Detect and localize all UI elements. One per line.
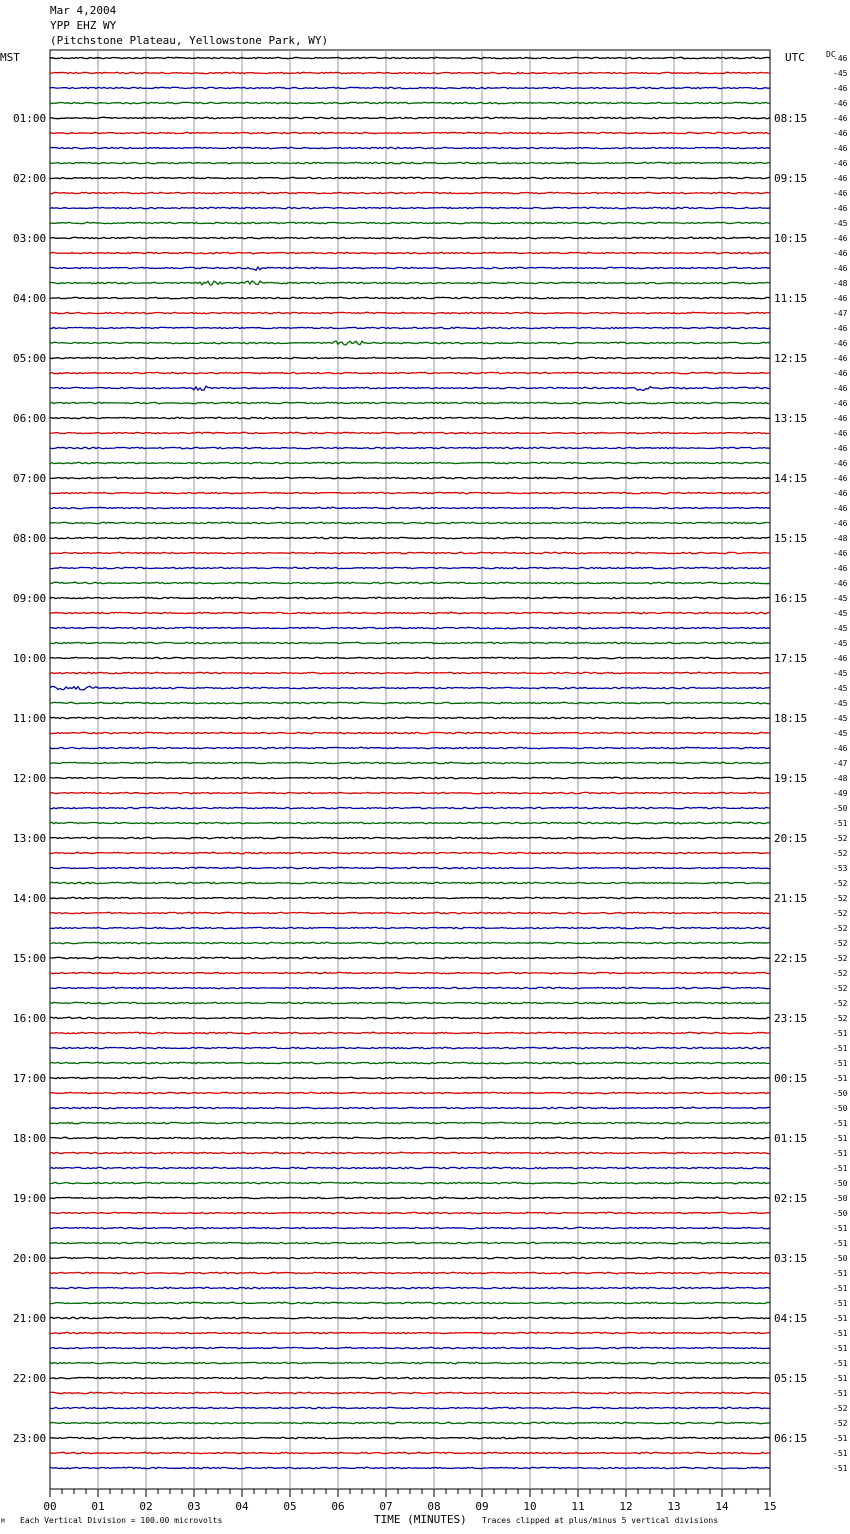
dc-offset-label: -52 <box>833 909 848 918</box>
left-hour-label: 10:00 <box>13 652 47 665</box>
x-tick-label: 15 <box>763 1500 777 1513</box>
seismic-trace <box>50 522 770 523</box>
dc-offset-label: -47 <box>833 309 848 318</box>
x-tick-label: 01 <box>91 1500 105 1513</box>
seismic-trace <box>50 1362 770 1363</box>
seismic-trace <box>50 1092 770 1093</box>
x-tick-label: 14 <box>715 1500 729 1513</box>
dc-offset-label: -46 <box>833 579 848 588</box>
right-hour-label: 02:15 <box>774 1192 808 1205</box>
dc-offset-label: -46 <box>833 354 848 363</box>
seismic-trace <box>50 1137 770 1138</box>
seismic-trace <box>50 447 770 448</box>
dc-offset-label: -45 <box>833 219 848 228</box>
x-axis-title: TIME (MINUTES) <box>374 1513 467 1526</box>
x-tick-label: 13 <box>667 1500 681 1513</box>
right-hour-label: 15:15 <box>774 532 808 545</box>
right-hour-label: 09:15 <box>774 172 808 185</box>
dc-offset-label: -51 <box>833 1314 848 1323</box>
dc-offset-label: -51 <box>833 1449 848 1458</box>
seismic-trace <box>50 1317 770 1318</box>
seismic-trace <box>50 162 770 163</box>
left-hour-label: 13:00 <box>13 832 47 845</box>
dc-offset-label: -50 <box>833 1254 848 1263</box>
seismic-trace <box>50 807 770 808</box>
seismic-trace <box>50 477 770 478</box>
left-hour-label: 22:00 <box>13 1372 47 1385</box>
dc-offset-label: -51 <box>833 1269 848 1278</box>
seismic-trace <box>50 1287 770 1288</box>
right-hour-label: 06:15 <box>774 1432 808 1445</box>
dc-offset-label: -51 <box>833 819 848 828</box>
left-hour-label: 23:00 <box>13 1432 47 1445</box>
seismic-trace <box>50 117 770 118</box>
dc-offset-label: -48 <box>833 534 848 543</box>
right-hour-label: 01:15 <box>774 1132 808 1145</box>
dc-offset-label: -50 <box>833 1179 848 1188</box>
dc-offset-label: -46 <box>833 444 848 453</box>
left-hour-label: 12:00 <box>13 772 47 785</box>
seismic-trace <box>50 1407 770 1408</box>
seismic-trace <box>50 1152 770 1153</box>
dc-offset-label: -46 <box>833 399 848 408</box>
seismic-trace <box>50 327 770 328</box>
dc-offset-label: -51 <box>833 1044 848 1053</box>
dc-offset-label: -46 <box>833 489 848 498</box>
seismic-trace <box>50 717 770 718</box>
seismic-trace <box>50 1347 770 1348</box>
right-hour-label: 05:15 <box>774 1372 808 1385</box>
seismic-trace <box>50 507 770 508</box>
dc-offset-label: -46 <box>833 474 848 483</box>
seismic-trace <box>50 1257 770 1258</box>
dc-offset-label: -46 <box>833 459 848 468</box>
dc-offset-label: -51 <box>833 1029 848 1038</box>
x-tick-label: 09 <box>475 1500 489 1513</box>
seismic-trace <box>50 867 770 868</box>
dc-offset-label: -46 <box>833 429 848 438</box>
x-tick-label: 05 <box>283 1500 297 1513</box>
right-hour-label: 16:15 <box>774 592 808 605</box>
dc-offset-label: -48 <box>833 774 848 783</box>
left-hour-label: 03:00 <box>13 232 47 245</box>
right-hour-label: 13:15 <box>774 412 808 425</box>
right-hour-label: 03:15 <box>774 1252 808 1265</box>
dc-offset-label: -46 <box>833 234 848 243</box>
dc-offset-label: -46 <box>833 264 848 273</box>
right-hour-label: 04:15 <box>774 1312 808 1325</box>
seismic-trace <box>50 297 770 298</box>
seismic-trace <box>50 267 770 270</box>
seismic-trace <box>50 1272 770 1273</box>
dc-offset-label: -46 <box>833 174 848 183</box>
seismic-trace <box>50 777 770 778</box>
dc-offset-label: -50 <box>833 1209 848 1218</box>
dc-offset-label: -45 <box>833 609 848 618</box>
scale-note: Each Vertical Division = 100.00 microvolts <box>20 1516 223 1525</box>
left-hour-label: 06:00 <box>13 412 47 425</box>
left-hour-label: 04:00 <box>13 292 47 305</box>
dc-offset-label: -45 <box>833 669 848 678</box>
seismic-trace <box>50 567 770 568</box>
dc-offset-label: -46 <box>833 744 848 753</box>
seismic-trace <box>50 882 770 883</box>
dc-offset-label: -46 <box>833 564 848 573</box>
seismic-trace <box>50 627 770 628</box>
seismic-trace <box>50 147 770 148</box>
dc-offset-label: -51 <box>833 1134 848 1143</box>
dc-offset-label: -51 <box>833 1074 848 1083</box>
seismic-trace <box>50 1452 770 1453</box>
dc-offset-label: -51 <box>833 1464 848 1473</box>
dc-offset-label: -45 <box>833 699 848 708</box>
dc-offset-label: -45 <box>833 69 848 78</box>
seismic-trace <box>50 657 770 658</box>
seismic-trace <box>50 72 770 73</box>
x-tick-label: 11 <box>571 1500 585 1513</box>
seismic-trace <box>50 792 770 793</box>
seismic-trace <box>50 1332 770 1333</box>
x-tick-label: 07 <box>379 1500 393 1513</box>
left-hour-label: 20:00 <box>13 1252 47 1265</box>
seismic-trace <box>50 252 770 253</box>
dc-offset-label: -47 <box>833 759 848 768</box>
right-hour-label: 19:15 <box>774 772 808 785</box>
dc-offset-label: -46 <box>833 99 848 108</box>
seismic-trace <box>50 552 770 553</box>
dc-offset-label: -45 <box>833 639 848 648</box>
seismic-trace <box>50 702 770 703</box>
dc-offset-label: -52 <box>833 924 848 933</box>
dc-offset-label: -51 <box>833 1059 848 1068</box>
header-station: YPP EHZ WY <box>50 19 117 32</box>
seismic-trace <box>50 417 770 418</box>
dc-offset-label: -46 <box>833 294 848 303</box>
left-hour-label: 18:00 <box>13 1132 47 1145</box>
right-hour-label: 17:15 <box>774 652 808 665</box>
seismic-trace <box>50 207 770 208</box>
dc-offset-label: -46 <box>833 339 848 348</box>
seismic-trace <box>50 222 770 223</box>
dc-offset-label: -51 <box>833 1164 848 1173</box>
seismic-trace <box>50 852 770 853</box>
seismic-trace <box>50 102 770 103</box>
seismic-trace <box>50 972 770 973</box>
left-hour-label: 09:00 <box>13 592 47 605</box>
dc-offset-label: -48 <box>833 279 848 288</box>
dc-offset-label: -51 <box>833 1359 848 1368</box>
seismic-trace <box>50 386 770 390</box>
dc-offset-label: -46 <box>833 84 848 93</box>
seismic-trace <box>50 762 770 763</box>
right-timezone-label: UTC <box>785 51 805 64</box>
dc-offset-label: -51 <box>833 1434 848 1443</box>
dc-offset-label: -51 <box>833 1119 848 1128</box>
x-tick-label: 12 <box>619 1500 633 1513</box>
dc-offset-label: -46 <box>833 249 848 258</box>
x-tick-label: 04 <box>235 1500 249 1513</box>
dc-offset-label: -46 <box>833 519 848 528</box>
dc-offset-label: -51 <box>833 1299 848 1308</box>
right-hour-label: 23:15 <box>774 1012 808 1025</box>
left-timezone-label: MST <box>0 51 20 64</box>
left-hour-label: 19:00 <box>13 1192 47 1205</box>
left-hour-label: 16:00 <box>13 1012 47 1025</box>
dc-offset-label: -51 <box>833 1389 848 1398</box>
left-hour-label: 11:00 <box>13 712 47 725</box>
right-hour-label: 00:15 <box>774 1072 808 1085</box>
dc-offset-label: -52 <box>833 984 848 993</box>
dc-offset-label: -51 <box>833 1329 848 1338</box>
left-hour-label: 15:00 <box>13 952 47 965</box>
dc-offset-label: -52 <box>833 1014 848 1023</box>
dc-offset-label: -52 <box>833 999 848 1008</box>
right-hour-label: 20:15 <box>774 832 808 845</box>
seismic-trace <box>50 312 770 313</box>
dc-offset-label: -45 <box>833 684 848 693</box>
seismic-trace <box>50 1122 770 1123</box>
dc-offset-label: -46 <box>833 54 848 63</box>
seismic-trace <box>50 1377 770 1378</box>
dc-offset-label: -46 <box>833 324 848 333</box>
corner-mark: M <box>1 1518 5 1525</box>
seismic-trace <box>50 1242 770 1243</box>
dc-offset-label: -50 <box>833 804 848 813</box>
dc-offset-label: -46 <box>833 114 848 123</box>
seismic-trace <box>50 1002 770 1003</box>
dc-offset-label: -50 <box>833 1089 848 1098</box>
seismic-trace <box>50 1107 770 1108</box>
seismic-trace <box>50 357 770 358</box>
header-date: Mar 4,2004 <box>50 4 117 17</box>
dc-offset-label: -52 <box>833 879 848 888</box>
seismic-trace <box>50 462 770 463</box>
seismic-trace <box>50 582 770 583</box>
seismic-trace <box>50 432 770 433</box>
x-tick-label: 03 <box>187 1500 201 1513</box>
seismic-trace <box>50 1227 770 1228</box>
left-hour-label: 17:00 <box>13 1072 47 1085</box>
seismic-trace <box>50 672 770 673</box>
left-hour-label: 14:00 <box>13 892 47 905</box>
right-hour-label: 18:15 <box>774 712 808 725</box>
seismic-trace <box>50 87 770 88</box>
seismic-trace <box>50 822 770 823</box>
seismic-trace <box>50 132 770 133</box>
dc-offset-label: -51 <box>833 1224 848 1233</box>
seismic-trace <box>50 1422 770 1423</box>
dc-offset-label: -52 <box>833 1404 848 1413</box>
seismic-trace <box>50 1212 770 1213</box>
seismic-trace <box>50 927 770 928</box>
seismic-trace <box>50 1197 770 1198</box>
seismic-trace <box>50 1047 770 1048</box>
dc-offset-label: -46 <box>833 369 848 378</box>
seismic-trace <box>50 912 770 913</box>
seismic-trace <box>50 537 770 538</box>
dc-offset-label: -46 <box>833 204 848 213</box>
seismic-trace <box>50 1017 770 1018</box>
dc-offset-label: -46 <box>833 129 848 138</box>
x-tick-label: 10 <box>523 1500 537 1513</box>
dc-offset-label: -50 <box>833 1104 848 1113</box>
dc-offset-label: -50 <box>833 1194 848 1203</box>
seismic-trace <box>50 686 770 689</box>
right-hour-label: 08:15 <box>774 112 808 125</box>
seismic-trace <box>50 942 770 943</box>
seismic-trace <box>50 747 770 748</box>
header-location: (Pitchstone Plateau, Yellowstone Park, WY) <box>50 34 329 47</box>
dc-offset-label: -45 <box>833 624 848 633</box>
dc-offset-label: -46 <box>833 384 848 393</box>
seismic-trace <box>50 837 770 838</box>
dc-offset-label: -45 <box>833 714 848 723</box>
dc-offset-label: -51 <box>833 1344 848 1353</box>
seismic-trace <box>50 402 770 403</box>
x-tick-label: 06 <box>331 1500 345 1513</box>
clip-note: Traces clipped at plus/minus 5 vertical divisions <box>482 1516 719 1525</box>
seismic-trace <box>50 1167 770 1168</box>
seismic-trace <box>50 1182 770 1183</box>
left-hour-label: 07:00 <box>13 472 47 485</box>
seismic-trace <box>50 1062 770 1063</box>
seismic-trace <box>50 987 770 988</box>
dc-offset-label: -49 <box>833 789 848 798</box>
dc-offset-label: -46 <box>833 159 848 168</box>
right-hour-label: 21:15 <box>774 892 808 905</box>
right-hour-label: 14:15 <box>774 472 808 485</box>
dc-offset-label: -52 <box>833 939 848 948</box>
dc-offset-label: -52 <box>833 954 848 963</box>
x-tick-label: 08 <box>427 1500 441 1513</box>
seismic-trace <box>50 1302 770 1303</box>
seismic-trace <box>50 57 770 58</box>
right-hour-label: 12:15 <box>774 352 808 365</box>
seismic-trace <box>50 897 770 898</box>
right-hour-label: 22:15 <box>774 952 808 965</box>
seismic-trace <box>50 1467 770 1468</box>
seismic-trace <box>50 192 770 193</box>
right-hour-label: 11:15 <box>774 292 808 305</box>
dc-offset-label: -52 <box>833 894 848 903</box>
seismic-trace <box>50 1437 770 1438</box>
seismic-trace <box>50 372 770 373</box>
x-tick-label: 02 <box>139 1500 153 1513</box>
seismic-trace <box>50 612 770 613</box>
left-hour-label: 08:00 <box>13 532 47 545</box>
dc-offset-label: -45 <box>833 594 848 603</box>
dc-offset-label: -52 <box>833 834 848 843</box>
left-hour-label: 02:00 <box>13 172 47 185</box>
seismic-trace <box>50 281 770 285</box>
dc-offset-label: -45 <box>833 729 848 738</box>
dc-offset-label: -51 <box>833 1239 848 1248</box>
seismic-trace <box>50 957 770 958</box>
dc-offset-label: -46 <box>833 504 848 513</box>
dc-offset-label: -52 <box>833 969 848 978</box>
seismic-trace <box>50 1392 770 1393</box>
dc-offset-label: -46 <box>833 144 848 153</box>
dc-offset-label: -46 <box>833 189 848 198</box>
dc-offset-label: -53 <box>833 864 848 873</box>
dc-offset-label: -51 <box>833 1149 848 1158</box>
seismic-trace <box>50 237 770 238</box>
dc-offset-label: -51 <box>833 1374 848 1383</box>
seismic-trace <box>50 732 770 733</box>
seismic-trace <box>50 1077 770 1078</box>
left-hour-label: 01:00 <box>13 112 47 125</box>
seismic-trace <box>50 642 770 643</box>
left-hour-label: 21:00 <box>13 1312 47 1325</box>
seismic-trace <box>50 597 770 598</box>
seismic-trace <box>50 341 770 345</box>
right-hour-label: 10:15 <box>774 232 808 245</box>
dc-offset-label: -52 <box>833 849 848 858</box>
dc-offset-label: -46 <box>833 549 848 558</box>
dc-offset-label: -52 <box>833 1419 848 1428</box>
left-hour-label: 05:00 <box>13 352 47 365</box>
seismic-trace <box>50 1032 770 1033</box>
seismic-trace <box>50 492 770 493</box>
dc-offset-label: -51 <box>833 1284 848 1293</box>
dc-offset-label: -46 <box>833 654 848 663</box>
dc-label: DC <box>826 50 836 59</box>
dc-offset-label: -46 <box>833 414 848 423</box>
x-tick-label: 00 <box>43 1500 57 1513</box>
seismic-trace <box>50 177 770 178</box>
